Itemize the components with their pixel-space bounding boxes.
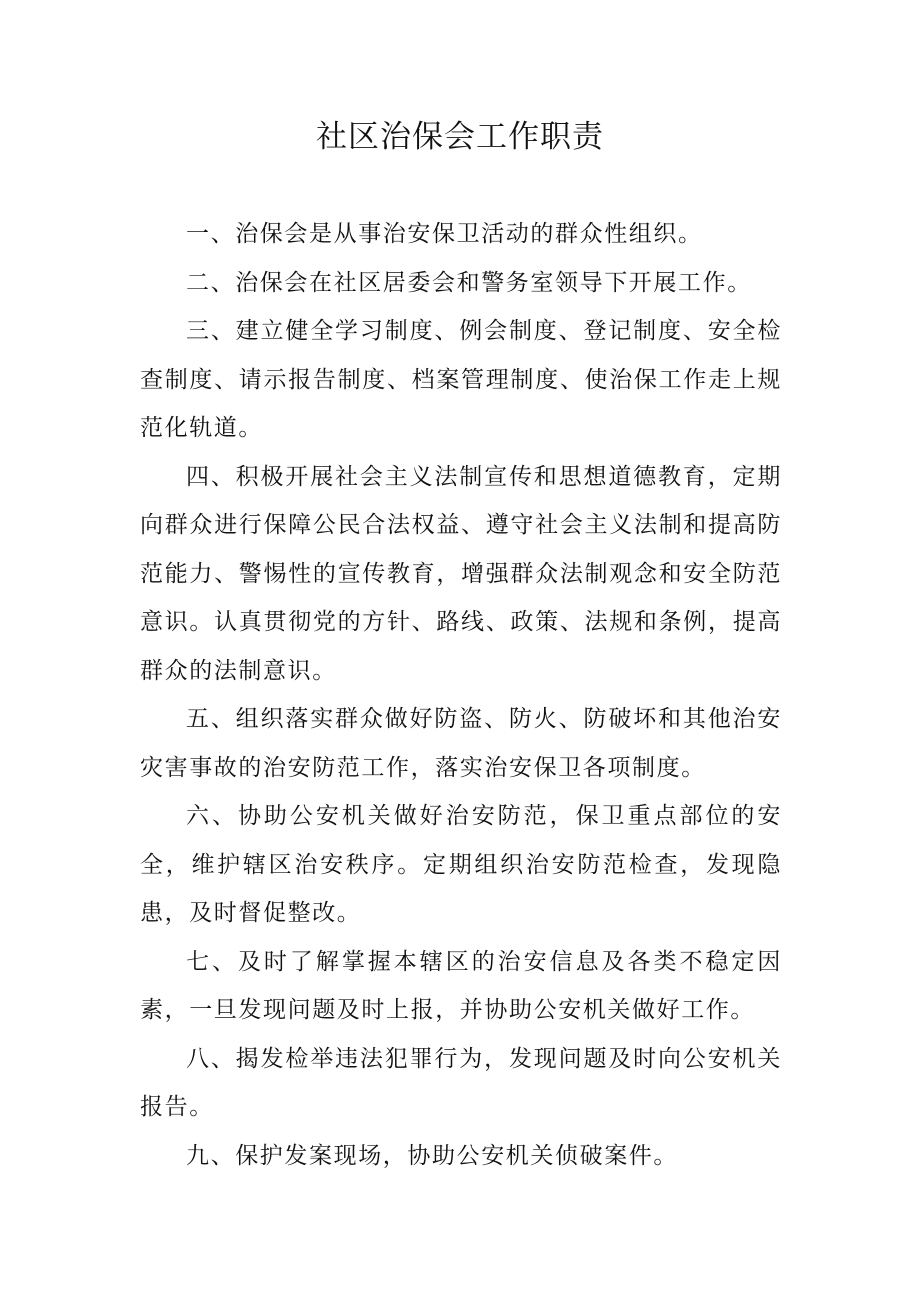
document-body	[140, 210, 782, 1180]
document-title: 社区治保会工作职责	[316, 119, 604, 155]
paragraph-5: 五、组织落实群众做好防盗、防火、防破坏和其他治安灾害事故的治安防范工作，落实治安保卫各项制度。	[140, 706, 782, 781]
paragraph-4: 四、积极开展社会主义法制宣传和思想道德教育，定期向群众进行保障公民合法权益、遵守社会主义法制和提高防范能力、警惕性的宣传教育，增强群众法制观念和安全防范意识。认真贯彻党的方针、路线、政策、法规和条例，提高群众的法制意识。	[140, 463, 782, 684]
paragraph-7: 七、及时了解掌握本辖区的治安信息及各类不稳定因素，一旦发现问题及时上报，并协助公安机关做好工作。	[140, 948, 782, 1023]
paragraph-8: 八、揭发检举违法犯罪行为，发现问题及时向公安机关报告。	[140, 1045, 782, 1120]
paragraph-9: 九、保护发案现场，协助公安机关侦破案件。	[186, 1142, 678, 1169]
paragraph-6: 六、协助公安机关做好治安防范，保卫重点部位的安全，维护辖区治安秩序。定期组织治安防范检查，发现隐患，及时督促整改。	[140, 803, 782, 926]
paragraph-2: 二、治保会在社区居委会和警务室领导下开展工作。	[186, 269, 752, 296]
paragraph-1: 一、治保会是从事治安保卫活动的群众性组织。	[186, 221, 703, 247]
paragraph-3: 三、建立健全学习制度、例会制度、登记制度、安全检查制度、请示报告制度、档案管理制度、使治保工作走上规范化轨道。	[140, 318, 782, 441]
